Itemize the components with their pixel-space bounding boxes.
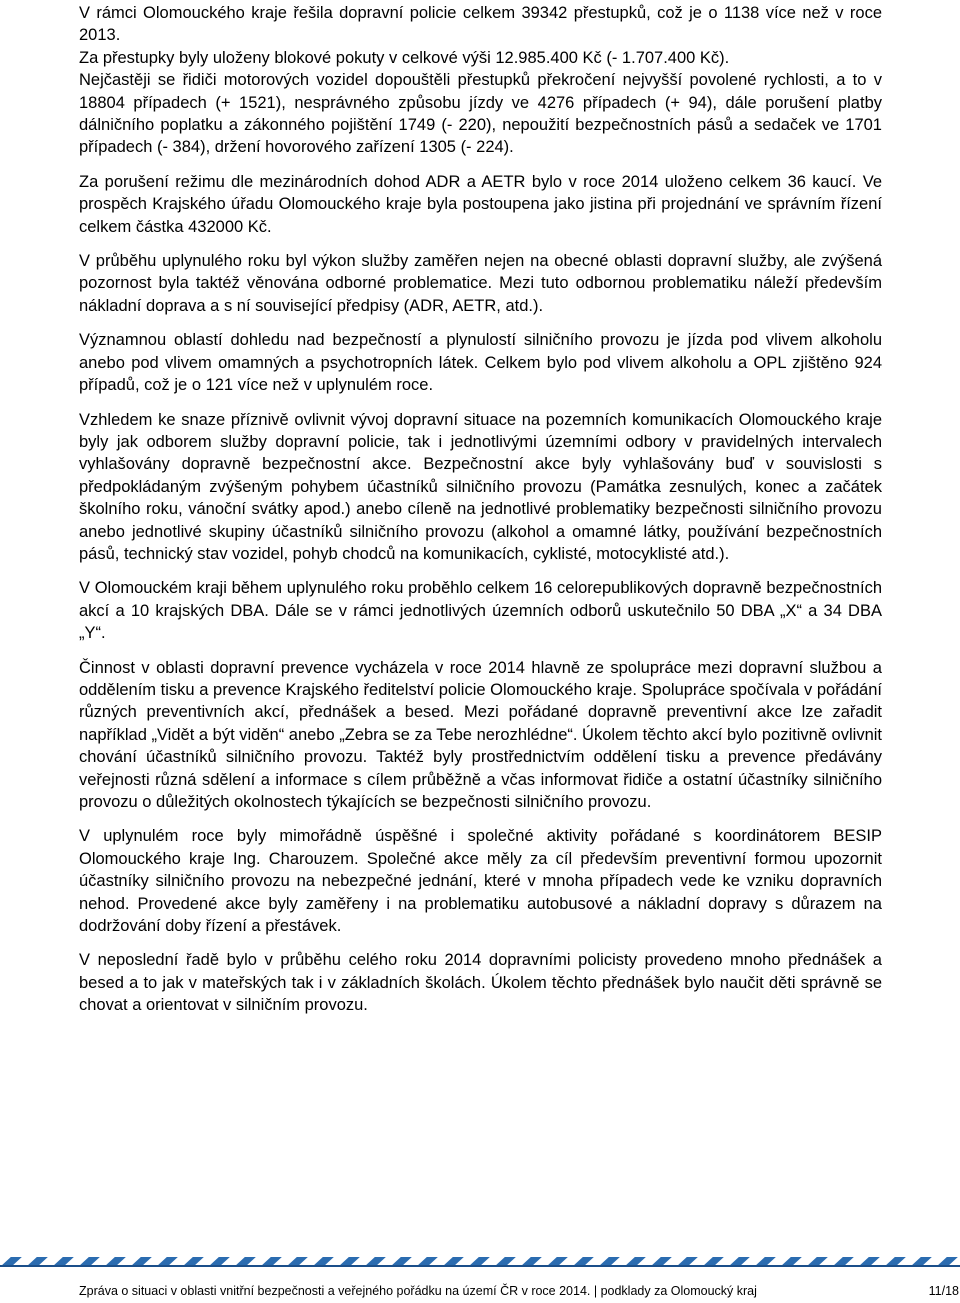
footer-decorative-bar bbox=[0, 1255, 960, 1267]
paragraph-prevention: Činnost v oblasti dopravní prevence vycházela v roce 2014 hlavně ze spolupráce mezi dopravní službou a oddělením tisku a prevence Krajského ředitelství policie Olomouckého kraje. Spolupráce spočívala v pořádání různých preventivních akcí, přednášek a besed. Mezi pořádané dopravně preventivní akce lze zařadit například „Vidět a být viděn“ anebo „Zebra se za Tebe nerozhlédne“. Úkolem těchto akcí bylo pozitivně ovlivnit chování účastníků silničního provozu. Taktéž byly prostřednictvím oddělení tisku a prevence předávány veřejnosti různá sdělení a informace s cílem průběžně a včas informovat řidiče a ostatní účastníky silničního provozu o důležitých okolnostech týkajících se bezpečnosti silničního provozu. bbox=[79, 658, 882, 811]
footer-stripe-row bbox=[0, 1257, 960, 1265]
paragraph-fines: Za přestupky byly uloženy blokové pokuty v celkové výši 12.985.400 Kč (- 1.707.400 Kč). bbox=[79, 48, 730, 67]
footer-title: Zpráva o situaci v oblasti vnitřní bezpečnosti a veřejného pořádku na území ČR v roce 2014. | podklady za Olomoucký kraj bbox=[79, 1284, 757, 1298]
paragraph-adr-aetr: Za porušení režimu dle mezinárodních dohod ADR a AETR bylo v roce 2014 uloženo celkem 36 kaucí. Ve prospěch Krajského úřadu Olomouckého kraje byla postoupena jako jistina při projednání ve správním řízení celkem částka 432000 Kč. bbox=[79, 172, 882, 236]
paragraph-safety-actions: Vzhledem ke snaze příznivě ovlivnit vývoj dopravní situace na pozemních komunikacích Olomouckého kraje byly jak odborem služby dopravní policie, tak i jednotlivými územními odbory v pravidelných intervalech vyhlašovány dopravně bezpečnostní akce. Bezpečnostní akce byly vyhlašovány buď v souvislosti s předpokládaným zvýšeným pohybem účastníků silničního provozu (Památka zesnulých, konec a začátek školního roku, vánoční svátky apod.) anebo cíleně na jednotlivé problematiky bezpečnosti silničního provozu anebo jednotlivé skupiny účastníků silničního provozu (alkohol a omamné látky, používání bezpečnostních pásů, technický stav vozidel, pohyb chodců na komunikacích, cyklisté, motocyklisté atd.). bbox=[79, 410, 882, 563]
paragraph-offenses-total: V rámci Olomouckého kraje řešila dopravní policie celkem 39342 přestupků, což je o 1138 více než v roce 2013. bbox=[79, 4, 882, 45]
paragraph-lectures: V neposlední řadě bylo v průběhu celého roku 2014 dopravními policisty provedeno mnoho přednášek a besed a to jak v mateřských tak i v základních školách. Úkolem těchto přednášek bylo naučit děti správně se chovat a orientovat v silničním provozu. bbox=[79, 951, 882, 1015]
footer-stripe-graphic bbox=[0, 1255, 960, 1267]
paragraph-common-offenses: Nejčastěji se řidiči motorových vozidel dopouštěli přestupků překročení nejvyšší povolené rychlosti, a to v 18804 případech (+ 1521), nesprávného způsobu jízdy ve 4276 případech (+ 94), dále porušení platby dálničního poplatku a zákonného pojištění 1749 (- 220), nepoužití bezpečnostních pásů a sedaček ve 1701 případech (- 384), držení hovorového zařízení 1305 (- 224). bbox=[79, 71, 882, 157]
page-number: 11/18 bbox=[928, 1284, 959, 1298]
paragraph-service-focus: V průběhu uplynulého roku byl výkon služby zaměřen nejen na obecné oblasti dopravní služby, ale zvýšená pozornost byla taktéž věnována odborné problematice. Mezi tuto odbornou problematiku náleží především nákladní doprava a s ní související předpisy (ADR, AETR, atd.). bbox=[79, 252, 882, 315]
paragraph-alcohol: Významnou oblastí dohledu nad bezpečností a plynulostí silničního provozu je jízda pod vlivem alkoholu anebo pod vlivem omamných a psychotropních látek. Celkem bylo pod vlivem alkoholu a OPL zjištěno 924 případů, což je o 121 více než v uplynulém roce. bbox=[79, 331, 882, 395]
document-body bbox=[79, 2, 882, 1029]
footer-underline bbox=[0, 1265, 960, 1267]
paragraph-besip: V uplynulém roce byly mimořádně úspěšné i společné aktivity pořádané s koordinátorem BESIP Olomouckého kraje Ing. Charouzem. Společné akce měly za cíl především preventivní formou upozornit účastníky silničního provozu na nebezpečné jednání, které v mnoha případech vede ke vzniku dopravních nehod. Provedené akce byly zaměřeny i na problematiku autobusové a nákladní dopravy s důrazem na dodržování doby řízení a přestávek. bbox=[79, 827, 882, 936]
paragraph-dba-count: V Olomouckém kraji během uplynulého roku proběhlo celkem 16 celorepublikových dopravně bezpečnostních akcí a 10 krajských DBA. Dále se v rámci jednotlivých územních odborů uskutečnilo 50 DBA „X“ a 34 DBA „Y“. bbox=[79, 579, 882, 643]
